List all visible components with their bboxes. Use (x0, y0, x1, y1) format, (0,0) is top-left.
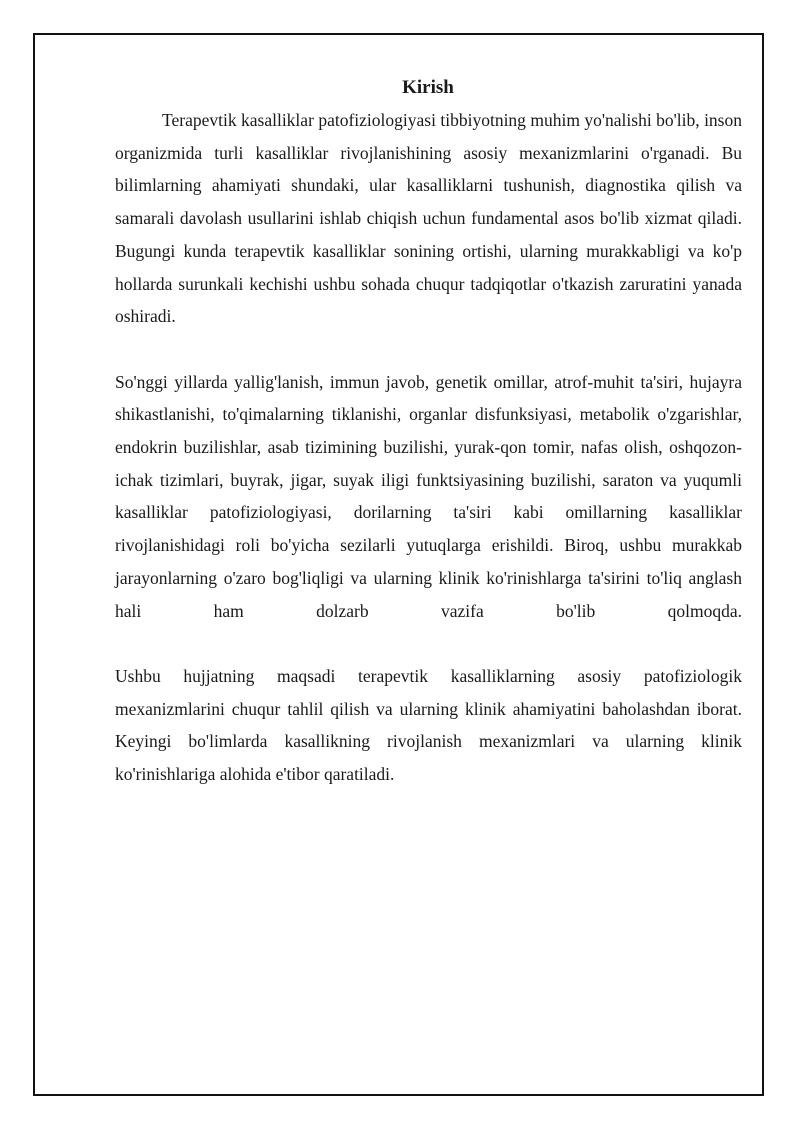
document-body (115, 104, 742, 791)
paragraph-purpose: Ushbu hujjatning maqsadi terapevtik kasalliklarning asosiy patofiziologik mexanizmlarini chuqur tahlil qilish va ularning klinik ahamiyatini baholashdan iborat. Keyingi bo'limlarda kasallikning rivojlanish mexanizmlari va ularning klinik ko'rinishlariga alohida e'tibor qaratiladi. (115, 665, 742, 785)
paragraph-introduction: Terapevtik kasalliklar patofiziologiyasi tibbiyotning muhim yo'nalishi bo'lib, inson organizmida turli kasalliklar rivojlanishining asosiy mexanizmlarini o'rganadi. Bu bilimlarning ahamiyati shundaki, ular kasalliklarni tushunish, diagnostika qilish va samarali davolash usullarini ishlab chiqish uchun fundamental asos bo'lib xizmat qiladi. Bugungi kunda terapevtik kasalliklar sonining ortishi, ularning murakkabligi va ko'p hollarda surunkali kechishi ushbu sohada chuqur tadqiqotlar o'tkazish zaruratini yanada oshiradi. (115, 110, 742, 327)
paragraph-advances: So'nggi yillarda yallig'lanish, immun javob, genetik omillar, atrof-muhit ta'siri, hujayra shikastlanishi, to'qimalarning tiklanishi, organlar disfunksiyasi, metabolik o'zgarishlar, endokrin buzilishlar, asab tizimining buzilishi, yurak-qon tomir, nafas olish, oshqozon-ichak tizimlari, buyrak, jigar, suyak iligi funktsiyasining buzilishi, saraton va yuqumli kasalliklar patofiziologiyasi, dorilarning ta'siri kabi omillarning kasalliklar rivojlanishidagi roli bo'yicha sezilarli yutuqlarga erishildi. Biroq, ushbu murakkab jarayonlarning o'zaro bog'liqligi va ularning klinik ko'rinishlarga ta'sirini to'liq anglash hali ham dolzarb vazifa bo'lib qolmoqda. (115, 371, 742, 621)
section-title: Kirish (402, 77, 454, 98)
